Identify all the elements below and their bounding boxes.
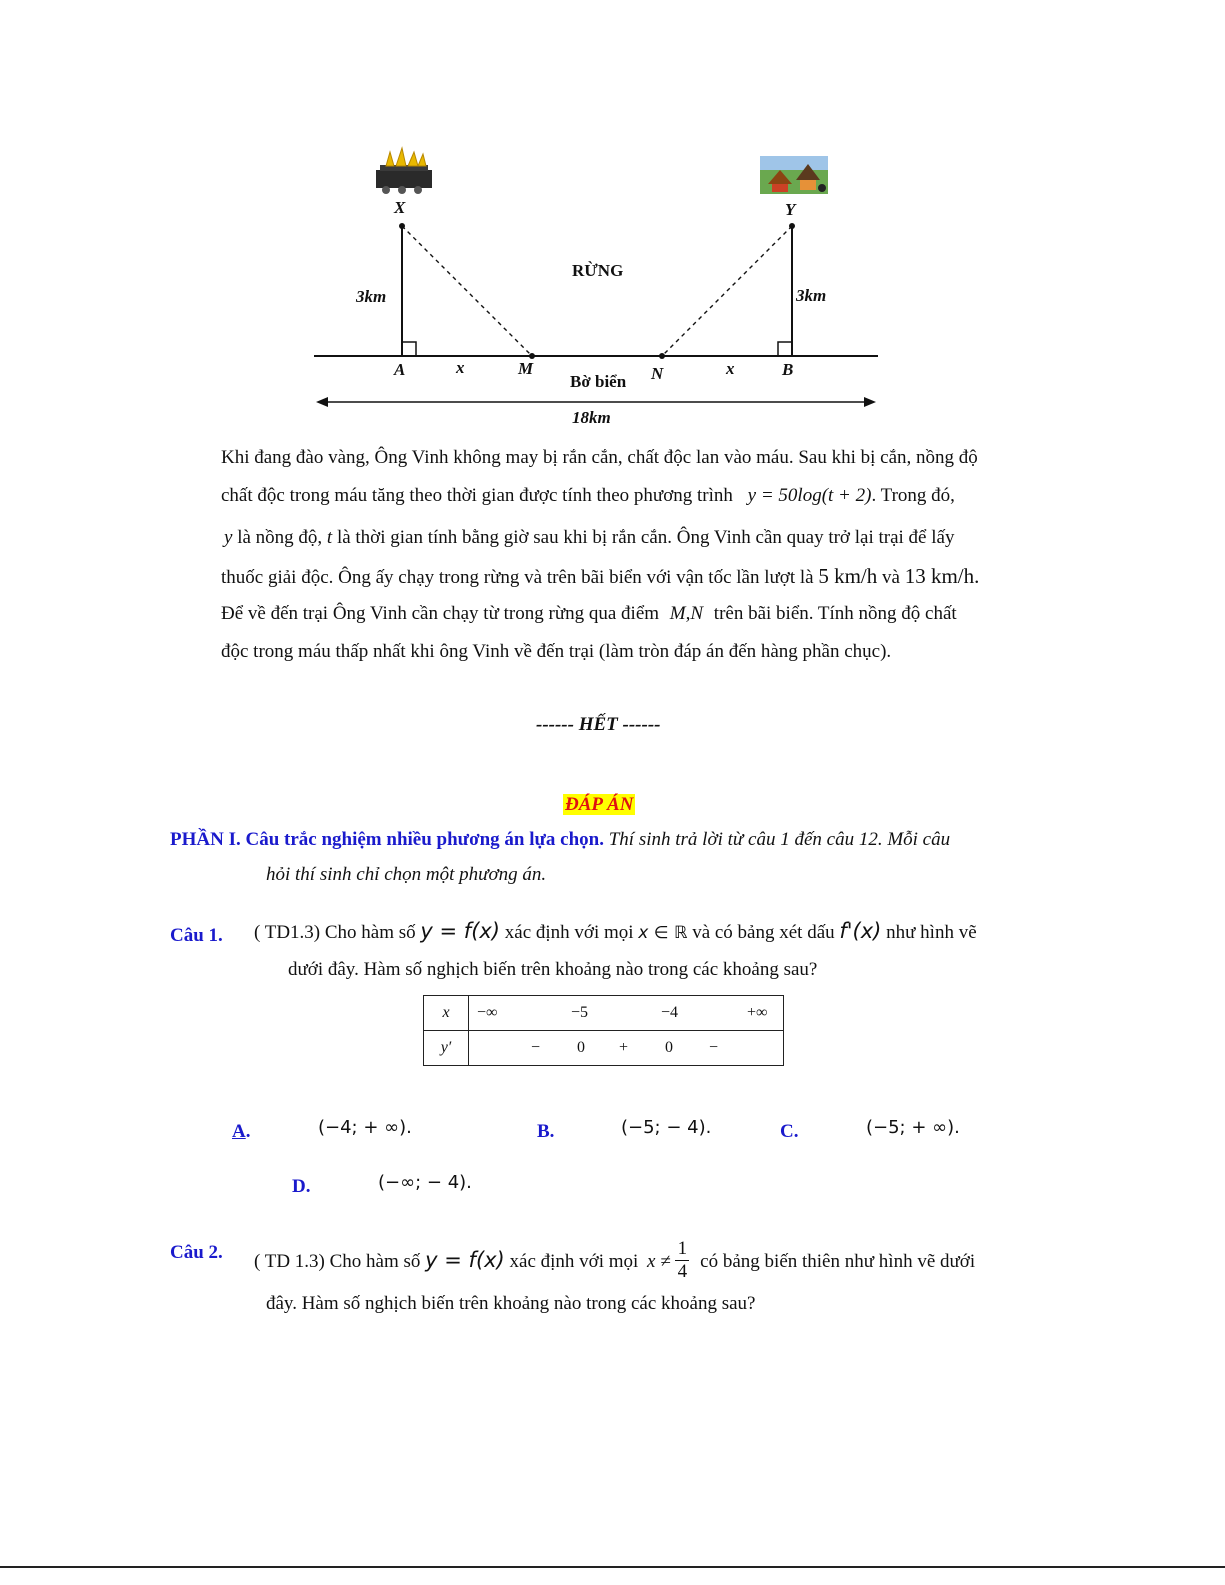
q2-function: y = f(x) [425, 1247, 505, 1272]
camp-icon [760, 156, 828, 194]
label-n-point: N [651, 364, 664, 383]
label-3km-left: 3km [356, 287, 387, 306]
line5-text-b: trên bãi biển. Tính nồng độ chất [713, 603, 957, 624]
line2-text: chất độc trong máu tăng theo thời gian được tính theo phương trình [221, 485, 733, 506]
points-mn: M,N [669, 603, 704, 624]
sign-1: − [531, 1039, 541, 1056]
option-d-value: (−∞; − 4). [378, 1172, 472, 1193]
option-b[interactable]: B. [537, 1121, 555, 1142]
q2-text-c: có bảng biến thiên như hình vẽ dưới [700, 1250, 976, 1272]
forest-speed: 5 km/h [818, 564, 878, 588]
page-bottom-border [0, 1566, 1225, 1568]
question-1-line-2: dưới đây. Hàm số nghịch biến trên khoảng nào trong các khoảng sau? [288, 959, 818, 980]
option-a[interactable]: A. [232, 1121, 251, 1142]
q2-fraction [675, 1238, 689, 1283]
q1-function: y = f(x) [420, 919, 501, 943]
x-value-neg4: −4 [661, 1004, 679, 1021]
option-c[interactable]: C. [780, 1121, 799, 1142]
question-2-line-2: đây. Hàm số nghịch biến trên khoảng nào trong các khoảng sau? [266, 1293, 756, 1314]
q1-derivative: f'(x) [839, 919, 882, 943]
section-title-line-2: hỏi thí sinh chỉ chọn một phương án. [266, 864, 547, 885]
sign-table-x-label: x [442, 1004, 450, 1021]
option-d[interactable]: D. [292, 1176, 311, 1197]
line3-text-b: là thời gian tính bằng giờ sau khi bị rắn cắn. Ông Vinh cần quay trở lại trại để lấy [336, 527, 955, 548]
beach-speed: 13 km/h. [904, 564, 980, 588]
q2-fraction-denominator: 4 [677, 1261, 688, 1282]
section-title-bold: PHẦN I. Câu trắc nghiệm nhiều phương án lựa chọn. [170, 829, 604, 850]
label-y-point: Y [785, 200, 796, 219]
x-value-neg-inf: −∞ [477, 1004, 498, 1021]
problem-line-3 [224, 528, 954, 547]
problem-line-2 [221, 486, 955, 505]
problem-line-4 [221, 564, 980, 588]
q1-text-b: xác định với mọi [504, 922, 634, 943]
label-a-point: A [394, 360, 406, 379]
x-value-pos-inf: +∞ [747, 1004, 768, 1021]
var-y: y [224, 527, 233, 548]
sign-zero-1: 0 [577, 1039, 585, 1056]
question-1-text [254, 919, 977, 943]
distance-diagram [310, 140, 890, 440]
q2-fraction-numerator: 1 [675, 1238, 689, 1261]
line4-text: thuốc giải độc. Ông ấy chạy trong rừng và trên bãi biển với vận tốc lần lượt là [221, 567, 814, 588]
q2-text-b: xác định với mọi [509, 1250, 639, 1272]
label-m-point: M [518, 359, 534, 378]
q2-condition: x ≠ [647, 1250, 671, 1272]
answer-title [563, 795, 635, 814]
sign-3: − [709, 1039, 719, 1056]
label-total-distance: 18km [572, 408, 611, 427]
sign-2: + [619, 1039, 629, 1056]
answer-title-text: ĐÁP ÁN [565, 794, 634, 815]
x-value-neg5: −5 [571, 1004, 589, 1021]
sign-table-y-row [424, 1031, 784, 1066]
option-b-value: (−5; − 4). [621, 1117, 712, 1138]
sign-zero-2: 0 [665, 1039, 673, 1056]
sign-table-y-label: y′ [440, 1039, 452, 1056]
q1-domain: x ∈ ℝ [638, 923, 688, 943]
label-forest: RỪNG [572, 261, 624, 280]
sign-table-x-row [424, 996, 784, 1031]
label-coast: Bờ biển [570, 372, 627, 391]
problem-line-6: độc trong máu thấp nhất khi ông Vinh về đến trại (làm tròn đáp án đến hàng phần chục). [221, 641, 892, 662]
option-a-label: A [232, 1121, 246, 1142]
section-title [170, 830, 950, 849]
line4-and: và [882, 567, 900, 588]
label-3km-right: 3km [796, 286, 827, 305]
line5-text-a: Để về đến trại Ông Vinh cần chạy từ trong rừng qua điểm [221, 603, 660, 624]
end-marker: ------ HẾT ------ [536, 714, 661, 735]
q1-text-c: và có bảng xét dấu [692, 922, 835, 943]
line3-text-a: là nồng độ, [237, 527, 323, 548]
var-t: t [326, 527, 333, 548]
mine-cart-icon [376, 148, 432, 194]
section-title-rest: Thí sinh trả lời từ câu 1 đến câu 12. Mỗi câu [608, 829, 951, 850]
q1-text-d: như hình vẽ [886, 922, 977, 943]
problem-line-1: Khi đang đào vàng, Ông Vinh không may bị rắn cắn, chất độc lan vào máu. Sau khi bị cắn, nồng độ [221, 447, 978, 468]
label-x-right: x [726, 359, 735, 378]
problem-line-5 [221, 604, 957, 623]
line2-tail: . Trong đó, [871, 485, 955, 506]
question-1-label: Câu 1. [170, 925, 223, 946]
label-b-point: B [782, 360, 794, 379]
option-c-value: (−5; + ∞). [866, 1117, 960, 1138]
toxin-formula: y = 50log(t + 2) [747, 485, 872, 506]
question-2-text [254, 1240, 975, 1285]
sign-table [423, 995, 784, 1066]
label-x-point: X [394, 198, 406, 217]
question-2-label: Câu 2. [170, 1242, 223, 1263]
option-a-value: (−4; + ∞). [318, 1117, 412, 1138]
label-x-left: x [456, 358, 465, 377]
q2-text-a: ( TD 1.3) Cho hàm số [254, 1250, 421, 1272]
q1-text-a: ( TD1.3) Cho hàm số [254, 922, 416, 943]
